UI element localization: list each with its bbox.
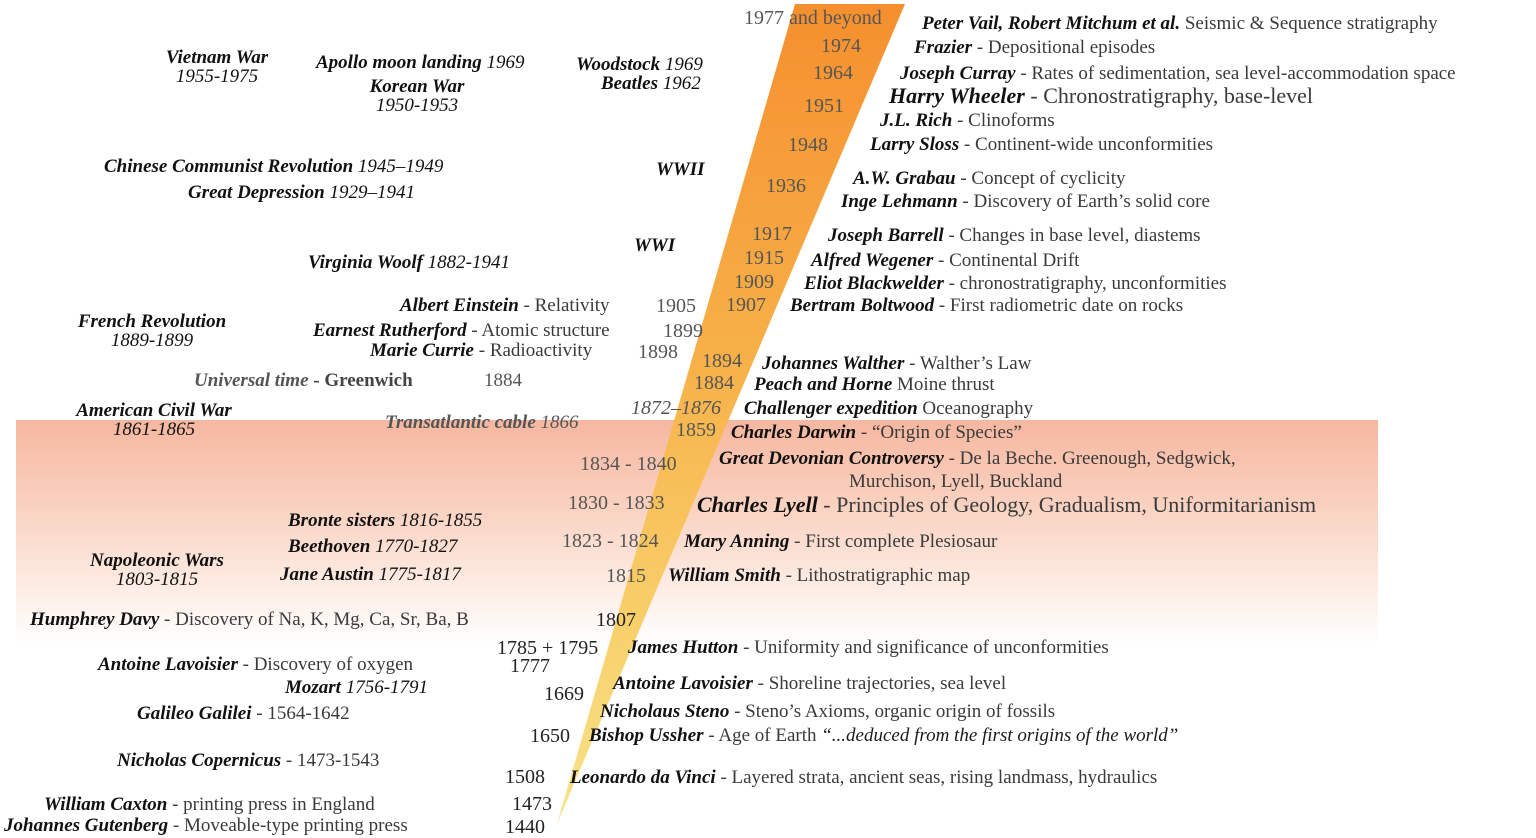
event-entry: Vietnam War 1955-1975 <box>165 47 269 87</box>
year-label: 1951 <box>804 95 844 117</box>
event-entry: Chinese Communist Revolution 1945–1949 <box>104 156 444 177</box>
year-label: 1948 <box>788 134 828 156</box>
person-entry: Albert Einstein - Relativity <box>400 295 610 316</box>
scientist-entry: Charles Lyell - Principles of Geology, Gradualism, Uniformitarianism <box>697 492 1317 517</box>
year-label: 1899 <box>663 320 703 342</box>
event-entry: American Civil War 1861-1865 <box>76 400 232 440</box>
event-entry: Korean War 1950-1953 <box>369 76 465 116</box>
scientist-entry: Alfred Wegener - Continental Drift <box>811 250 1080 271</box>
event-entry: WWII <box>656 159 705 180</box>
year-label: 1884 <box>484 370 522 391</box>
scientist-entry: Peach and Horne Moine thrust <box>754 374 995 395</box>
event-entry: Napoleonic Wars 1803-1815 <box>90 550 224 590</box>
year-label: 1815 <box>606 565 646 587</box>
year-label: 1872–1876 <box>631 397 721 419</box>
scientist-entry: Mary Anning - First complete Plesiosaur <box>684 531 998 552</box>
person-entry: Antoine Lavoisier - Discovery of oxygen <box>98 654 414 675</box>
year-label: 1650 <box>530 725 570 747</box>
scientist-entry: Charles Darwin - “Origin of Species” <box>731 422 1022 443</box>
year-label: 1977 and beyond <box>744 7 882 29</box>
scientist-entry: Challenger expedition Oceanography <box>744 398 1034 419</box>
event-entry: Jane Austin 1775-1817 <box>280 564 461 585</box>
event-entry: Transatlantic cable 1866 <box>385 412 579 433</box>
year-label: 1830 - 1833 <box>568 492 665 514</box>
scientist-entry: Bertram Boltwood - First radiometric date on rocks <box>790 295 1184 316</box>
year-label: 1777 <box>510 655 550 677</box>
person-entry: Marie Currie - Radioactivity <box>370 340 593 361</box>
scientist-entry: Murchison, Lyell, Buckland <box>849 471 1063 492</box>
year-label: 1508 <box>505 766 545 788</box>
scientist-entry: Great Devonian Controversy - De la Beche. Greenough, Sedgwick, <box>719 448 1236 469</box>
year-label: 1964 <box>813 62 853 84</box>
event-entry: Bronte sisters 1816-1855 <box>288 510 483 531</box>
scientist-entry: William Smith - Lithostratigraphic map <box>668 565 971 586</box>
person-entry: Johannes Gutenberg - Moveable-type printing press <box>4 815 408 836</box>
person-entry: William Caxton - printing press in England <box>44 794 375 815</box>
event-entry: Virginia Woolf 1882-1941 <box>308 252 510 273</box>
scientist-entry: Bishop Ussher - Age of Earth “...deduced from the first origins of the world” <box>589 725 1179 746</box>
event-entry: Apollo moon landing 1969 <box>316 52 525 73</box>
scientist-entry: Harry Wheeler - Chronostratigraphy, base-level <box>889 83 1314 108</box>
event-entry: Woodstock 1969 <box>576 54 703 75</box>
scientist-entry: A.W. Grabau - Concept of cyclicity <box>853 168 1126 189</box>
year-label: 1785 + 1795 <box>497 637 599 659</box>
scientist-entry: Frazier - Depositional episodes <box>914 37 1156 58</box>
year-label: 1834 - 1840 <box>580 453 677 475</box>
year-label: 1909 <box>734 271 774 293</box>
scientist-entry: J.L. Rich - Clinoforms <box>880 110 1055 131</box>
scientist-entry: James Hutton - Uniformity and significance of unconformities <box>628 637 1109 658</box>
year-label: 1669 <box>544 683 584 705</box>
year-label: 1894 <box>702 350 742 372</box>
year-label: 1905 <box>656 295 696 317</box>
person-entry: Nicholas Copernicus - 1473-1543 <box>117 750 380 771</box>
event-entry: Beethoven 1770-1827 <box>288 536 458 557</box>
scientist-entry: Nicholaus Steno - Steno’s Axioms, organic origin of fossils <box>600 701 1056 722</box>
scientist-entry: Peter Vail, Robert Mitchum et al. Seismic & Sequence stratigraphy <box>922 13 1438 34</box>
year-label: 1915 <box>744 247 784 269</box>
person-entry: Universal time - Greenwich <box>194 370 413 391</box>
event-entry: Mozart 1756-1791 <box>285 677 429 698</box>
scientist-entry: Larry Sloss - Continent-wide unconformities <box>870 134 1214 155</box>
scientist-entry: Joseph Barrell - Changes in base level, diastems <box>828 225 1201 246</box>
year-label: 1974 <box>821 35 861 57</box>
scientist-entry: Eliot Blackwelder - chronostratigraphy, unconformities <box>804 273 1227 294</box>
scientist-entry: Leonardo da Vinci - Layered strata, ancient seas, rising landmass, hydraulics <box>570 767 1158 788</box>
scientist-entry: Johannes Walther - Walther’s Law <box>762 353 1032 374</box>
event-entry: French Revolution 1889-1899 <box>77 311 227 351</box>
year-label: 1898 <box>638 341 678 363</box>
person-entry: Earnest Rutherford - Atomic structure <box>313 320 610 341</box>
year-label: 1807 <box>596 609 636 631</box>
event-entry: WWI <box>634 235 676 256</box>
event-entry: Beatles 1962 <box>601 73 701 94</box>
year-label: 1440 <box>505 816 545 838</box>
scientist-entry: Antoine Lavoisier - Shoreline trajectories, sea level <box>613 673 1007 694</box>
scientist-entry: Joseph Curray - Rates of sedimentation, sea level-accommodation space <box>900 63 1456 84</box>
year-label: 1823 - 1824 <box>562 530 659 552</box>
year-label: 1936 <box>766 175 806 197</box>
year-label: 1859 <box>676 419 716 441</box>
year-label: 1907 <box>726 294 766 316</box>
year-label: 1884 <box>694 372 734 394</box>
year-label: 1473 <box>512 793 552 815</box>
person-entry: Galileo Galilei - 1564-1642 <box>137 703 350 724</box>
event-entry: Great Depression 1929–1941 <box>188 182 415 203</box>
year-label: 1917 <box>752 223 792 245</box>
person-entry: Humphrey Davy - Discovery of Na, K, Mg, Ca, Sr, Ba, B <box>30 609 469 630</box>
scientist-entry: Inge Lehmann - Discovery of Earth’s solid core <box>841 191 1210 212</box>
